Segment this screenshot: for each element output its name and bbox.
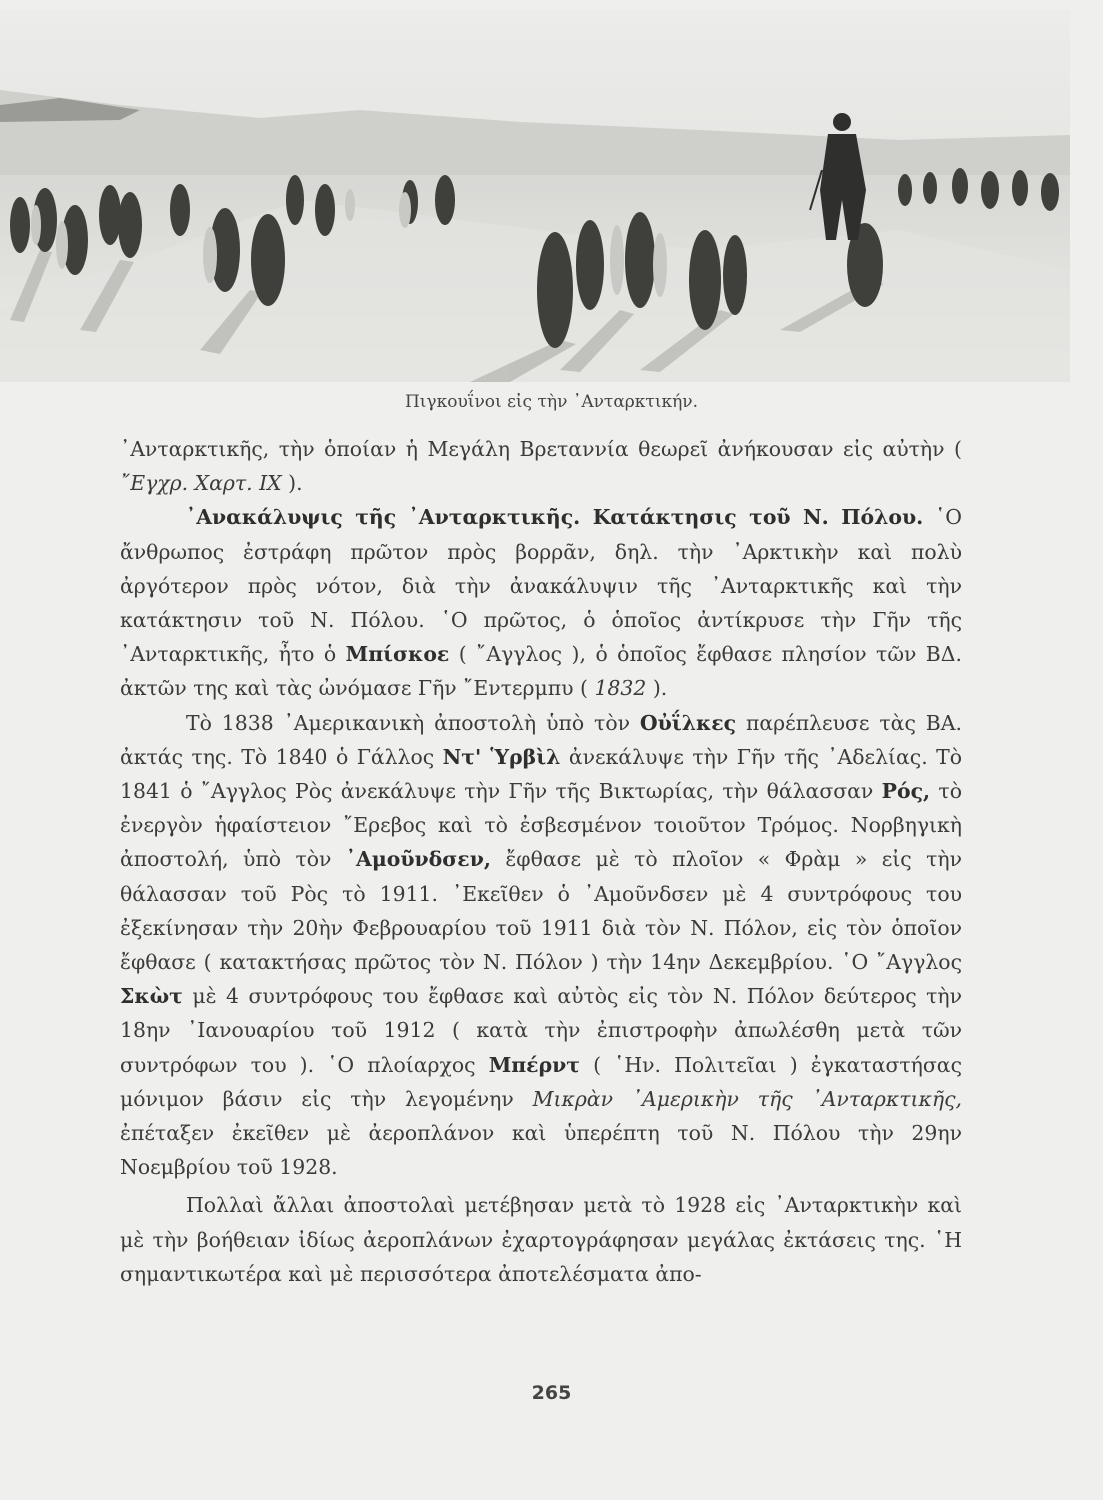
bold-name: Μπέρντ: [488, 1052, 581, 1077]
map-reference: ῎Εγχρ. Χαρτ. IX: [120, 471, 282, 496]
bold-name: Μπίσκοε: [345, 642, 450, 667]
paragraph-2: [120, 500, 962, 705]
text-run: τὸ ἐνεργὸν ἡφαίστειον ῎Ερεβος καὶ τὸ ἐσβεσμένον τοιοῦτον Τρόμος. Νορβηγικὴ ἀποστολή, ὑπὸ τὸν: [120, 779, 962, 872]
bold-name: ᾿Αμοῦνδσεν,: [345, 847, 491, 872]
text-run: παρέπλευσε τὰς ΒΑ. ἀκτάς της. Τὸ 1840 ὁ Γάλλος: [120, 710, 962, 769]
text-run: μὲ 4 συντρόφους του ἔφθασε καὶ αὐτὸς εἰς τὸν Ν. Πόλον δεύτερος τὴν 18ην ᾿Ιανουαρίου τοῦ 1912 ( κατὰ τὴν ἐπιστροφὴν ἀπωλέσθη μετὰ τῶν συντρόφων του ). ῾Ο πλοίαρχος: [120, 984, 962, 1077]
bold-name: Οὐΐλκες: [639, 710, 737, 735]
text-run: ( ῎Αγγλος ), ὁ ὁποῖος ἔφθασε πλησίον τῶν ΒΔ. ἀκτῶν της καὶ τὰς ὠνόμασε Γῆν ῎Εντερμπυ (: [120, 642, 962, 701]
text-run: ).: [646, 676, 668, 701]
text-run: ῾Ο ἄνθρωπος ἐστράφη πρῶτον πρὸς βορρᾶν, δηλ. τὴν ᾿Αρκτικὴν καὶ πολὺ ἀργότερον πρὸς νότον, διὰ τὴν ἀνακάλυψιν τῆς ᾿Ανταρκτικῆς καὶ τὴν κατάκτησιν τοῦ Ν. Πόλου. ῾Ο πρῶτος, ὁ ὁποῖος ἀντίκρυσε τὴν Γῆν τῆς ᾿Ανταρκτικῆς, ἦτο ὁ: [120, 505, 962, 667]
text-run: ᾿Ανταρκτικῆς, τὴν ὁποίαν ἡ Μεγάλη Βρεταννία θεωρεῖ ἀνήκουσαν εἰς αὐτὴν (: [120, 437, 962, 461]
body-text: [120, 432, 962, 1291]
text-run: ἔφθασε μὲ τὸ πλοῖον « Φρὰμ » εἰς τὴν θάλασσαν τοῦ Ρὸς τὸ 1911. ᾿Εκεῖθεν ὁ ᾿Αμοῦνδσεν μὲ 4 συντρόφους του ἐξεκίνησαν τὴν 20ὴν Φεβρουαρίου τοῦ 1911 διὰ τὸν Ν. Πόλον, εἰς τὸν ὁποῖον ἔφθασε ( κατακτήσας πρῶτος τὸν Ν. Πόλον ) τὴν 14ην Δεκεμβρίου. ῾Ο ῎Αγγλος: [120, 847, 963, 975]
page-number: 265: [531, 1382, 572, 1404]
text-run: ἀνεκάλυψε τὴν Γῆν τῆς ᾿Αδελίας. Τὸ 1841 ὁ ῎Αγγλος Ρὸς ἀνεκάλυψε τὴν Γῆν τῆς Βικτωρίας, τὴν θάλασσαν: [120, 744, 963, 804]
section-heading: ᾿Ανακάλυψις τῆς ᾿Ανταρκτικῆς. Κατάκτησις τοῦ Ν. Πόλου.: [186, 505, 924, 530]
bold-name: Σκὼτ: [120, 984, 183, 1009]
text-run: ἐπέταξεν ἐκεῖθεν μὲ ἀεροπλάνον καὶ ὑπερέπτη τοῦ Ν. Πόλου τὴν 29ην Νοεμβρίου τοῦ 1928.: [120, 1121, 962, 1180]
italic-place: Μικρὰν ᾿Αμερικὴν τῆς ᾿Ανταρκτικῆς,: [532, 1086, 962, 1111]
text-run: ( ῾Ην. Πολιτεῖαι ) ἐγκαταστήσας μόνιμον βάσιν εἰς τὴν λεγομένην: [120, 1052, 962, 1111]
penguins-photo-drawing: [0, 10, 1070, 382]
paragraph-3: [120, 706, 962, 1185]
penguins-photo: [0, 10, 1070, 382]
text-run: Πολλαὶ ἄλλαι ἀποστολαὶ μετέβησαν μετὰ τὸ 1928 εἰς ᾿Ανταρκτικὴν καὶ μὲ τὴν βοήθειαν ἰδίως ἀεροπλάνων ἐχαρτογράφησαν μεγάλας ἐκτάσεις της. ῾Η σημαντικωτέρα καὶ μὲ περισσότερα ἀποτελέσματα ἀπο-: [120, 1193, 962, 1286]
photo-caption: Πιγκουΐνοι εἰς τὴν ᾿Ανταρκτικήν.: [404, 392, 699, 412]
bold-name: Ρός,: [881, 779, 931, 804]
italic-year: 1832: [594, 676, 647, 701]
paragraph-1: [120, 432, 962, 500]
text-run: ).: [281, 471, 303, 496]
paragraph-4: [120, 1188, 962, 1291]
text-run: Τὸ 1838 ᾿Αμερικανικὴ ἀποστολὴ ὑπὸ τὸν: [186, 710, 640, 735]
bold-name: Ντ' Ὑρβὶλ: [442, 744, 561, 769]
